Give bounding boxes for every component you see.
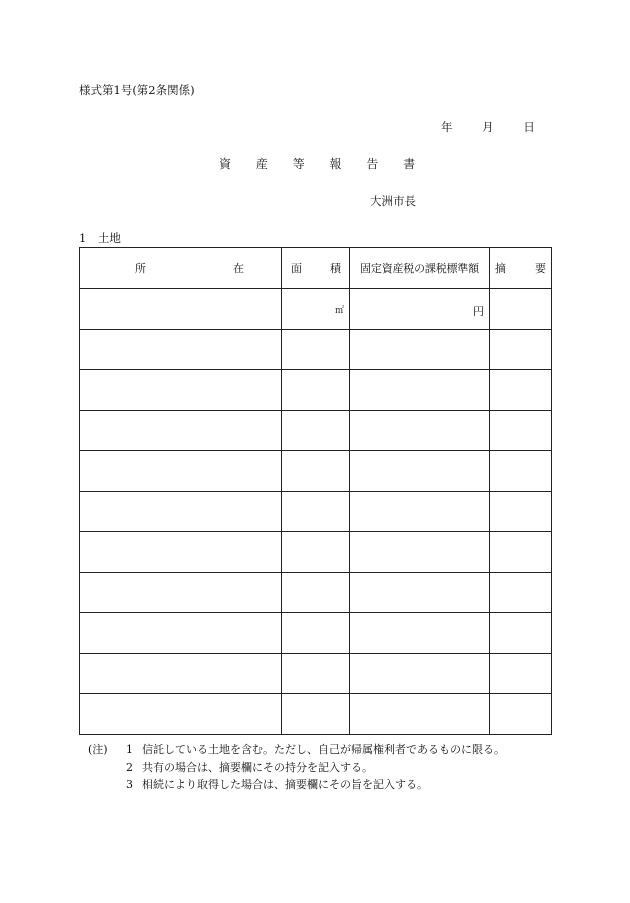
form-reference: 様式第1号(第2条関係) — [79, 83, 195, 97]
table-header-row — [80, 248, 552, 289]
title-char: 書 — [403, 157, 416, 171]
title-char: 等 — [292, 157, 305, 171]
table-row — [80, 451, 552, 492]
value-cell[interactable] — [350, 289, 490, 330]
header-remarks — [490, 248, 552, 289]
area-cell[interactable] — [282, 289, 350, 330]
note-text: 共有の場合は、摘要欄にその持分を記入する。 — [142, 760, 373, 774]
header-location-char: 在 — [233, 262, 244, 275]
area-cell[interactable] — [282, 613, 350, 654]
remarks-cell[interactable] — [490, 613, 552, 654]
notes-prefix: (注) — [88, 743, 108, 756]
table-row — [80, 289, 552, 330]
land-table — [79, 247, 552, 735]
area-unit: ㎡ — [334, 306, 344, 316]
location-cell[interactable] — [80, 451, 282, 492]
remarks-cell[interactable] — [490, 532, 552, 573]
location-cell[interactable] — [80, 532, 282, 573]
table-row — [80, 694, 552, 735]
area-cell[interactable] — [282, 329, 350, 370]
month-label: 月 — [482, 120, 494, 134]
area-cell[interactable] — [282, 491, 350, 532]
remarks-cell[interactable] — [490, 694, 552, 735]
remarks-cell[interactable] — [490, 491, 552, 532]
table-row — [80, 613, 552, 654]
title-char: 資 — [219, 157, 232, 171]
header-area-char: 積 — [330, 262, 341, 275]
title-char: 産 — [255, 157, 268, 171]
table-row — [80, 370, 552, 411]
location-cell[interactable] — [80, 572, 282, 613]
note-text: 相続により取得した場合は、摘要欄にその旨を記入する。 — [142, 778, 428, 791]
value-cell[interactable] — [350, 370, 490, 411]
area-cell[interactable] — [282, 451, 350, 492]
remarks-cell[interactable] — [490, 451, 552, 492]
location-cell[interactable] — [80, 491, 282, 532]
value-cell[interactable] — [350, 694, 490, 735]
addressee: 大洲市長 — [370, 194, 416, 208]
location-cell[interactable] — [80, 613, 282, 654]
value-cell[interactable] — [350, 613, 490, 654]
location-cell[interactable] — [80, 694, 282, 735]
note-item — [88, 776, 505, 794]
value-cell[interactable] — [350, 653, 490, 694]
table-row — [80, 532, 552, 573]
value-cell[interactable] — [350, 491, 490, 532]
table-row — [80, 329, 552, 370]
document-title — [219, 155, 415, 172]
title-char: 告 — [366, 157, 379, 171]
year-label: 年 — [441, 120, 453, 134]
note-item — [88, 759, 505, 777]
title-char: 報 — [329, 157, 342, 171]
header-location-char: 所 — [135, 262, 146, 275]
area-cell[interactable] — [282, 370, 350, 411]
location-cell[interactable] — [80, 410, 282, 451]
value-unit: 円 — [473, 305, 484, 318]
note-item — [88, 741, 505, 759]
header-remarks-char: 摘 — [495, 262, 506, 275]
date-line — [441, 119, 535, 135]
value-cell[interactable] — [350, 451, 490, 492]
table-row — [80, 653, 552, 694]
remarks-cell[interactable] — [490, 289, 552, 330]
remarks-cell[interactable] — [490, 410, 552, 451]
remarks-cell[interactable] — [490, 329, 552, 370]
value-cell[interactable] — [350, 532, 490, 573]
remarks-cell[interactable] — [490, 653, 552, 694]
note-number: 3 — [126, 778, 133, 791]
header-assessed-value: 固定資産税の課税標準額 — [350, 248, 490, 289]
table-row — [80, 491, 552, 532]
area-cell[interactable] — [282, 532, 350, 573]
value-cell[interactable] — [350, 410, 490, 451]
notes-section — [88, 741, 505, 794]
value-cell[interactable] — [350, 572, 490, 613]
location-cell[interactable] — [80, 370, 282, 411]
header-area-char: 面 — [291, 262, 302, 275]
location-cell[interactable] — [80, 653, 282, 694]
area-cell[interactable] — [282, 653, 350, 694]
section-label: 1 土地 — [79, 231, 121, 245]
note-number: 1 — [126, 743, 133, 756]
area-cell[interactable] — [282, 694, 350, 735]
header-area — [282, 248, 350, 289]
value-cell[interactable] — [350, 329, 490, 370]
day-label: 日 — [523, 120, 535, 134]
remarks-cell[interactable] — [490, 370, 552, 411]
note-text: 信託している土地を含む。ただし、自己が帰属権利者であるものに限る。 — [142, 743, 505, 756]
header-remarks-char: 要 — [535, 262, 546, 275]
table-row — [80, 410, 552, 451]
location-cell[interactable] — [80, 289, 282, 330]
area-cell[interactable] — [282, 410, 350, 451]
header-location — [80, 248, 282, 289]
area-cell[interactable] — [282, 572, 350, 613]
table-row — [80, 572, 552, 613]
location-cell[interactable] — [80, 329, 282, 370]
remarks-cell[interactable] — [490, 572, 552, 613]
note-number: 2 — [126, 760, 133, 774]
